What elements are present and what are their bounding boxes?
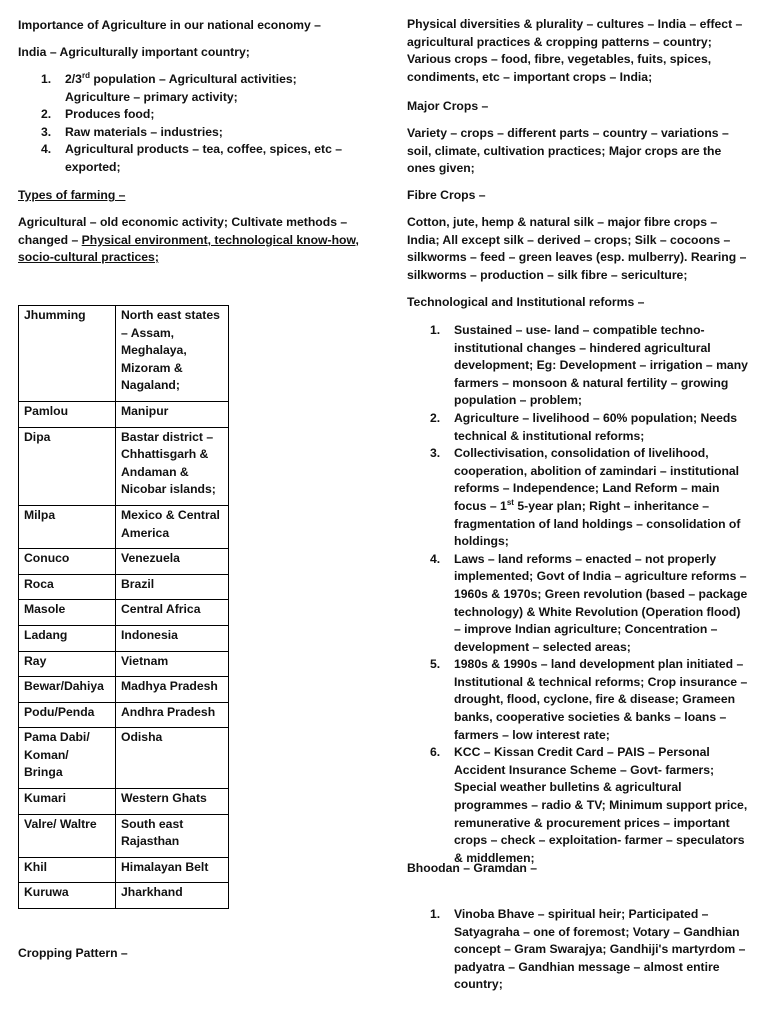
paragraph-india: India – Agriculturally important country; — [18, 45, 250, 59]
section-heading-types-of-farming: Types of farming – — [18, 188, 126, 202]
farming-type-region: Himalayan Belt — [116, 857, 229, 883]
farming-type-region: Central Africa — [116, 600, 229, 626]
paragraph-types-of-farming: Agricultural – old economic activity; Cultivate methods – changed – Physical environment, technological know-how, socio-cultural practices; — [18, 215, 359, 265]
list-item: 2. Agriculture – livelihood – 60% population; Needs technical & institutional reforms; — [430, 410, 738, 443]
section-heading-cropping-pattern: Cropping Pattern – — [18, 946, 128, 960]
farming-type-name: Pama Dabi/ Koman/ Bringa — [19, 728, 116, 789]
table-row — [19, 651, 229, 677]
list-item: 5. 1980s & 1990s – land development plan initiated – Institutional & technical reforms; Crop insurance – drought, flood, cyclone, fire & disease; Grameen banks, cooperative societies & banks – loans – farmers – low interest rate; — [430, 657, 748, 742]
farming-type-name: Kuruwa — [19, 883, 116, 909]
farming-type-region: Western Ghats — [116, 789, 229, 815]
table-row — [19, 401, 229, 427]
list-item: 3. Raw materials – industries; — [41, 124, 223, 139]
farming-type-region: Bastar district – Chhattisgarh & Andaman & Nicobar islands; — [116, 427, 229, 505]
table-row — [19, 814, 229, 857]
farming-types-table — [18, 305, 229, 909]
farming-type-region: Mexico & Central America — [116, 505, 229, 548]
paragraph-intro: Physical diversities & plurality – cultures – India – effect – agricultural practices & cropping patterns – country; Various crops – food, fibre, vegetables, fuits, spices, condiments, etc – important crops – India; — [407, 17, 743, 84]
list-item: 4. Laws – land reforms – enacted – not properly implemented; Govt of India – agriculture reforms – 1960s & 1970s; Green revolution (based – package technology) & White Revolution (Operation flood) – improve Indian agriculture; Concentration – development – selected areas; — [430, 551, 748, 654]
farming-type-name: Roca — [19, 574, 116, 600]
list-item: 2. Produces food; — [41, 107, 155, 122]
farming-type-name: Khil — [19, 857, 116, 883]
list-item: 6. KCC – Kissan Credit Card – PAIS – Personal Accident Insurance Scheme – Govt- farmers; Special weather bulletins & agricultural programmes – radio & TV; Minimum support price, remunerative & procurement prices – important crops – check – exploitation- farmer – speculators & middlemen; — [430, 745, 748, 865]
farming-type-region: Manipur — [116, 401, 229, 427]
list-item: 1. 2/3rd population – Agricultural activities; Agriculture – primary activity; — [41, 70, 297, 104]
table-row — [19, 789, 229, 815]
farming-type-region: Brazil — [116, 574, 229, 600]
section-heading-fibre-crops: Fibre Crops – — [407, 188, 486, 202]
table-row — [19, 677, 229, 703]
farming-type-name: Ray — [19, 651, 116, 677]
farming-type-name: Milpa — [19, 505, 116, 548]
table-row — [19, 505, 229, 548]
farming-type-region: Odisha — [116, 728, 229, 789]
farming-type-name: Masole — [19, 600, 116, 626]
table-row — [19, 427, 229, 505]
farming-type-name: Conuco — [19, 549, 116, 575]
paragraph-fibre-crops: Cotton, jute, hemp & natural silk – major fibre crops – India; All except silk – derived – crops; Silk – cocoons – silkworms – feed – green leaves (esp. mulberry). Rearing – silkworms – production – silk fibre – sericulture; — [407, 215, 747, 282]
table-row — [19, 857, 229, 883]
farming-type-region: North east states – Assam, Meghalaya, Mizoram & Nagaland; — [116, 306, 229, 402]
tech-reforms-list — [407, 322, 749, 867]
list-item: 1. Vinoba Bhave – spiritual heir; Participated – Satyagraha – one of foremost; Votary – Gandhian concept – Gram Swarajya; Gandhiji's martyrdom – padyatra – Gandhian message – almost entire country; — [430, 907, 746, 992]
table-row — [19, 574, 229, 600]
table-row — [19, 600, 229, 626]
farming-type-region: Vietnam — [116, 651, 229, 677]
table-row — [19, 702, 229, 728]
section-heading-tech-reforms: Technological and Institutional reforms – — [407, 295, 645, 309]
farming-type-name: Jhumming — [19, 306, 116, 402]
farming-type-region: Madhya Pradesh — [116, 677, 229, 703]
farming-type-region: South east Rajasthan — [116, 814, 229, 857]
section-heading-major-crops: Major Crops – — [407, 99, 489, 113]
farming-type-name: Valre/ Waltre — [19, 814, 116, 857]
farming-type-name: Bewar/Dahiya — [19, 677, 116, 703]
paragraph-major-crops: Variety – crops – different parts – country – variations – soil, climate, cultivation practices; Major crops are the ones given; — [407, 126, 729, 176]
importance-list — [18, 71, 348, 177]
farming-type-region: Venezuela — [116, 549, 229, 575]
table-row — [19, 728, 229, 789]
farming-type-name: Kumari — [19, 789, 116, 815]
section-heading-bhoodan: Bhoodan – Gramdan – — [407, 861, 538, 875]
farming-type-region: Jharkhand — [116, 883, 229, 909]
table-row — [19, 883, 229, 909]
table-row — [19, 306, 229, 402]
farming-type-name: Podu/Penda — [19, 702, 116, 728]
farming-type-name: Dipa — [19, 427, 116, 505]
section-heading-importance: Importance of Agriculture in our national economy – — [18, 18, 321, 32]
table-row — [19, 549, 229, 575]
bhoodan-list — [407, 906, 749, 994]
list-item: 3. Collectivisation, consolidation of livelihood, cooperation, abolition of zamindari – institutional reforms – Independence; Land Reform – main focus – 1st 5-year plan; Right – inheritance – fragmentation of land holdings – consolidation of holdings; — [430, 446, 741, 549]
table-row — [19, 625, 229, 651]
farming-type-name: Pamlou — [19, 401, 116, 427]
farming-type-region: Indonesia — [116, 625, 229, 651]
farming-type-name: Ladang — [19, 625, 116, 651]
farming-type-region: Andhra Pradesh — [116, 702, 229, 728]
list-item: 1. Sustained – use- land – compatible techno-institutional changes – hindered agricultural development; Eg: Development – irrigation – many farmers – monsoon & natural fertility – growing population – problem; — [430, 323, 748, 408]
list-item: 4. Agricultural products – tea, coffee, spices, etc – exported; — [41, 142, 343, 174]
